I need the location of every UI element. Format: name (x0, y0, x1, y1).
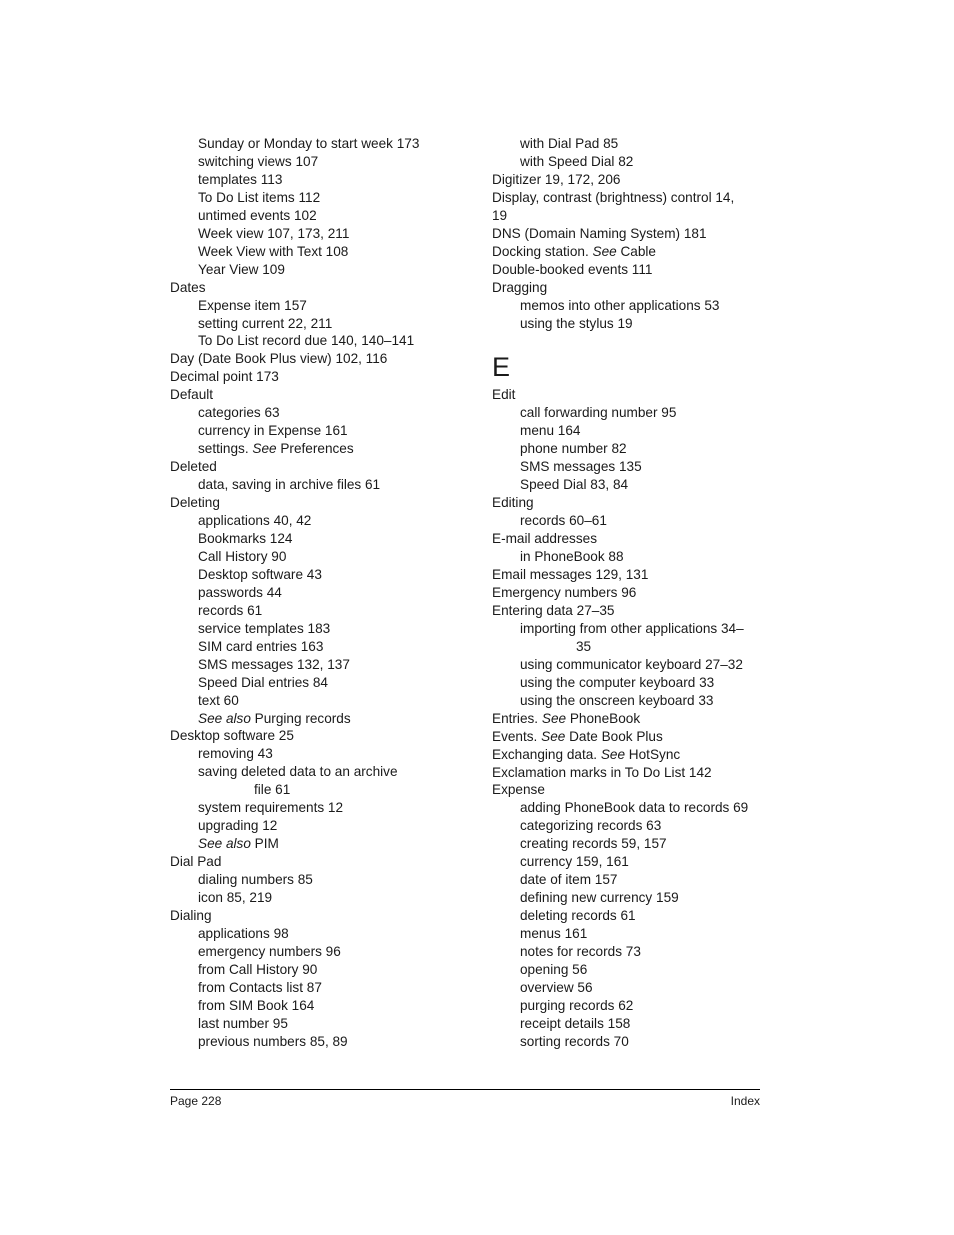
index-entry: Day (Date Book Plus view) 102, 116 (170, 351, 388, 367)
index-entry: Desktop software 25 (170, 728, 294, 744)
index-subentry: Expense item 157 (198, 297, 307, 313)
index-subentry: dialing numbers 85 (198, 872, 313, 888)
index-subentry: using the stylus 19 (520, 315, 633, 331)
index-subentry: adding PhoneBook data to records 69 (520, 800, 749, 816)
index-subentry: creating records 59, 157 (520, 836, 667, 852)
entry-target: PhoneBook (566, 710, 641, 726)
index-subentry: notes for records 73 (520, 944, 641, 960)
see-reference: See (592, 243, 617, 259)
index-entry: Edit (492, 387, 516, 403)
see-reference: See also (198, 710, 251, 726)
index-subentry (170, 835, 450, 853)
entry-target: Purging records (250, 710, 351, 726)
index-entry (492, 243, 772, 261)
index-subentry: Year View 109 (198, 261, 285, 277)
index-entry: Expense (492, 782, 545, 798)
page-number: Page 228 (170, 1094, 222, 1108)
see-reference: See (600, 746, 626, 762)
index-subentry (170, 710, 450, 728)
index-subentry: from Call History 90 (198, 961, 318, 977)
index-column-right (492, 135, 772, 1051)
index-subentry: with Speed Dial 82 (520, 153, 634, 169)
index-subentry: removing 43 (198, 746, 273, 762)
index-subentry: records 61 (198, 602, 263, 618)
index-subentry (170, 440, 450, 458)
index-entry: Entering data 27–35 (492, 602, 615, 618)
index-subentry: data, saving in archive files 61 (198, 477, 381, 493)
index-subentry: SMS messages 135 (520, 459, 642, 475)
index-subentry: in PhoneBook 88 (520, 549, 624, 565)
index-subentry: currency in Expense 161 (198, 423, 348, 439)
index-entry: Digitizer 19, 172, 206 (492, 171, 621, 187)
index-subentry: date of item 157 (520, 872, 618, 888)
index-subentry: untimed events 102 (198, 207, 317, 223)
see-reference: See (541, 710, 567, 726)
section-name: Index (730, 1094, 760, 1108)
index-subentry: icon 85, 219 (198, 890, 273, 906)
index-subentry: using the onscreen keyboard 33 (520, 692, 714, 708)
index-subentry: To Do List items 112 (198, 189, 321, 205)
index-subentry: Bookmarks 124 (198, 530, 293, 546)
index-subentry: Week View with Text 108 (198, 243, 349, 259)
entry-text: settings. (198, 441, 253, 457)
index-subentry: To Do List record due 140, 140–141 (198, 333, 415, 349)
index-subentry: system requirements 12 (198, 800, 344, 816)
index-subentry: saving deleted data to an archive (198, 764, 398, 780)
index-entry (492, 710, 772, 728)
index-entry: Double-booked events 111 (492, 261, 653, 277)
index-entry: Email messages 129, 131 (492, 567, 649, 583)
entry-text: Docking station. (492, 243, 593, 259)
index-subentry: memos into other applications 53 (520, 297, 720, 313)
index-subentry: service templates 183 (198, 620, 331, 636)
index-entry: 19 (492, 207, 508, 223)
index-entry: Decimal point 173 (170, 369, 279, 385)
index-entry: E-mail addresses (492, 531, 598, 547)
index-subentry: file 61 (254, 782, 291, 798)
index-subentry: menus 161 (520, 926, 588, 942)
index-subentry: currency 159, 161 (520, 854, 629, 870)
entry-target: Preferences (276, 441, 354, 457)
index-subentry: sorting records 70 (520, 1033, 629, 1049)
entry-target: Cable (616, 243, 656, 259)
index-subentry: using communicator keyboard 27–32 (520, 656, 743, 672)
index-subentry: 35 (576, 638, 592, 654)
index-subentry: SIM card entries 163 (198, 638, 324, 654)
index-subentry: from Contacts list 87 (198, 979, 322, 995)
index-subentry: last number 95 (198, 1015, 288, 1031)
see-reference: See also (198, 836, 251, 852)
index-subentry: call forwarding number 95 (520, 405, 677, 421)
index-entry: Deleted (170, 459, 217, 475)
index-entry: DNS (Domain Naming System) 181 (492, 225, 707, 241)
section-letter-heading: E (492, 352, 511, 383)
index-subentry: categories 63 (198, 405, 280, 421)
index-subentry: menu 164 (520, 423, 581, 439)
index-entry: Dates (170, 279, 206, 295)
index-subentry: Speed Dial 83, 84 (520, 477, 629, 493)
index-subentry: opening 56 (520, 961, 588, 977)
index-entry (492, 746, 772, 764)
index-subentry: overview 56 (520, 979, 593, 995)
index-subentry: SMS messages 132, 137 (198, 656, 350, 672)
index-entry: Emergency numbers 96 (492, 584, 637, 600)
index-subentry: emergency numbers 96 (198, 943, 341, 959)
entry-text: Exchanging data. (492, 746, 601, 762)
index-entry: Deleting (170, 495, 220, 511)
entry-target: PIM (250, 836, 279, 852)
entry-text: Events. (492, 728, 542, 744)
index-subentry: applications 40, 42 (198, 513, 312, 529)
index-subentry: setting current 22, 211 (198, 315, 333, 331)
index-subentry: text 60 (198, 692, 239, 708)
index-subentry: Desktop software 43 (198, 566, 322, 582)
index-entry: Exclamation marks in To Do List 142 (492, 764, 712, 780)
index-subentry: upgrading 12 (198, 818, 278, 834)
index-subentry: Call History 90 (198, 548, 287, 564)
index-entry: Display, contrast (brightness) control 14, (492, 189, 735, 205)
index-subentry: records 60–61 (520, 513, 607, 529)
index-entry (492, 728, 772, 746)
index-entry: Dialing (170, 907, 212, 923)
index-subentry: applications 98 (198, 925, 289, 941)
index-subentry: from SIM Book 164 (198, 997, 315, 1013)
index-subentry: Week view 107, 173, 211 (198, 225, 350, 241)
index-subentry: templates 113 (198, 171, 283, 187)
index-subentry: categorizing records 63 (520, 818, 662, 834)
index-subentry: Sunday or Monday to start week 173 (198, 136, 420, 151)
index-subentry: importing from other applications 34– (520, 620, 744, 636)
index-entry: Default (170, 387, 214, 403)
index-entry: Dial Pad (170, 854, 222, 870)
index-entry: Editing (492, 495, 534, 511)
see-reference: See (252, 441, 277, 457)
index-column-left (170, 135, 450, 1051)
see-reference: See (541, 728, 566, 744)
index-subentry: receipt details 158 (520, 1015, 631, 1031)
index-subentry: Speed Dial entries 84 (198, 674, 328, 690)
entry-target: HotSync (625, 746, 681, 762)
index-subentry: phone number 82 (520, 441, 627, 457)
index-subentry: deleting records 61 (520, 908, 636, 924)
footer-rule (170, 1089, 760, 1090)
entry-text: Entries. (492, 710, 542, 726)
index-subentry: using the computer keyboard 33 (520, 674, 715, 690)
index-entry: Dragging (492, 279, 548, 295)
entry-target: Date Book Plus (565, 728, 663, 744)
index-subentry: switching views 107 (198, 153, 319, 169)
index-subentry: passwords 44 (198, 584, 282, 600)
index-subentry: purging records 62 (520, 997, 634, 1013)
index-subentry: with Dial Pad 85 (520, 136, 619, 151)
index-subentry: defining new currency 159 (520, 890, 679, 906)
index-subentry: previous numbers 85, 89 (198, 1033, 348, 1049)
